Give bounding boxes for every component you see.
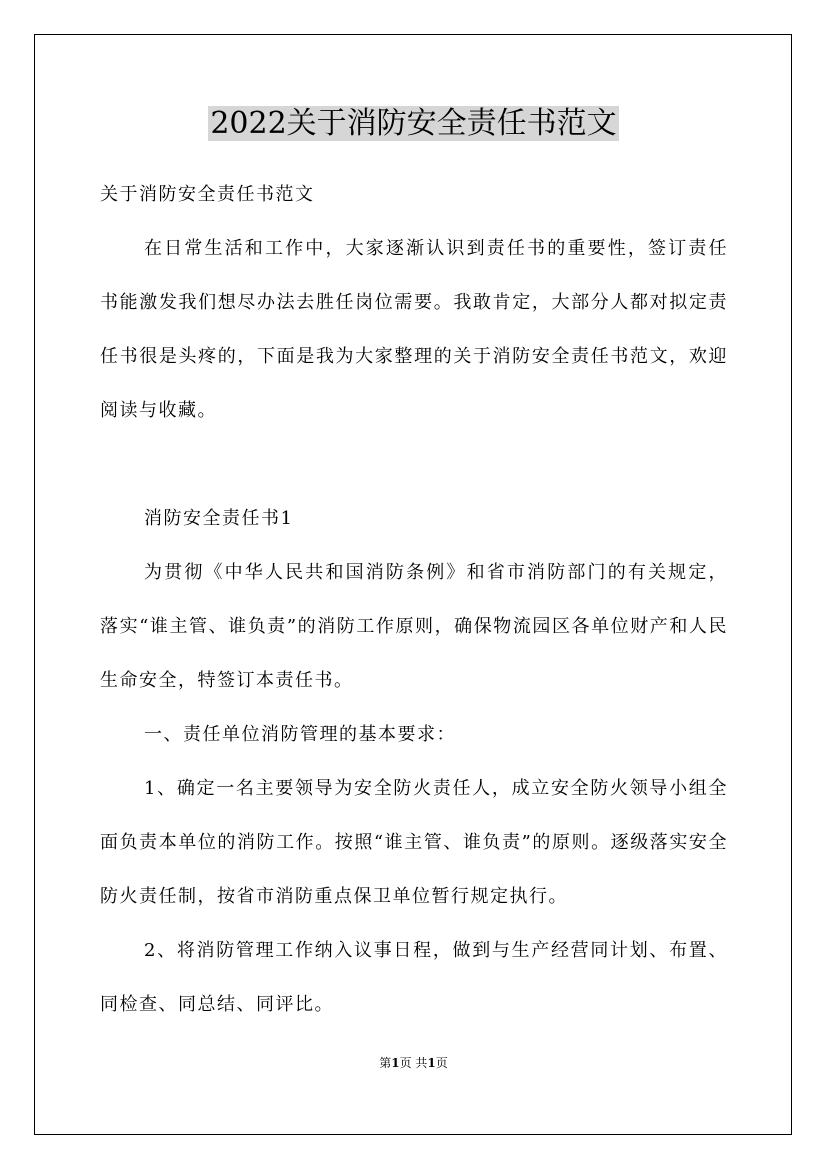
paragraph-subtitle: 关于消防安全责任书范文 — [100, 184, 315, 205]
paragraph-intro: 在日常生活和工作中，大家逐渐认识到责任书的重要性，签订责任书能激发我们想尽办法去胜任岗位需要。我敢肯定，大部分人都对拟定责任书很是头疼的，下面是我为大家整理的关于消防安全责任书范文，欢迎阅读与收藏。 — [100, 238, 728, 421]
footer-prefix: 第 — [379, 1056, 392, 1070]
paragraph-spacer — [100, 438, 728, 492]
paragraph-requirements-heading: 一、责任单位消防管理的基本要求： — [144, 724, 456, 745]
footer-suffix: 页 — [435, 1056, 448, 1070]
page-footer — [0, 1054, 827, 1072]
footer-mid: 页 共 — [399, 1056, 428, 1070]
document-title-text: 2022关于消防安全责任书范文 — [210, 106, 617, 141]
paragraph-item-1: 1、确定一名主要领导为安全防火责任人，成立安全防火领导小组全面负责本单位的消防工作。按照“谁主管、谁负责”的原则。逐级落实安全防火责任制，按省市消防重点保卫单位暂行规定执行。 — [100, 778, 728, 907]
paragraph-purpose: 为贯彻《中华人民共和国消防条例》和省市消防部门的有关规定，落实“谁主管、谁负责”的消防工作原则，确保物流园区各单位财产和人民生命安全，特签订本责任书。 — [100, 562, 728, 691]
footer-page-total: 1 — [427, 1056, 436, 1070]
document-body — [100, 168, 728, 1032]
section-heading: 消防安全责任书1 — [144, 508, 294, 529]
paragraph-item-2: 2、将消防管理工作纳入议事日程，做到与生产经营同计划、布置、同检查、同总结、同评比。 — [100, 940, 728, 1015]
document-title — [0, 102, 827, 146]
footer-page-number: 1 — [391, 1056, 400, 1070]
